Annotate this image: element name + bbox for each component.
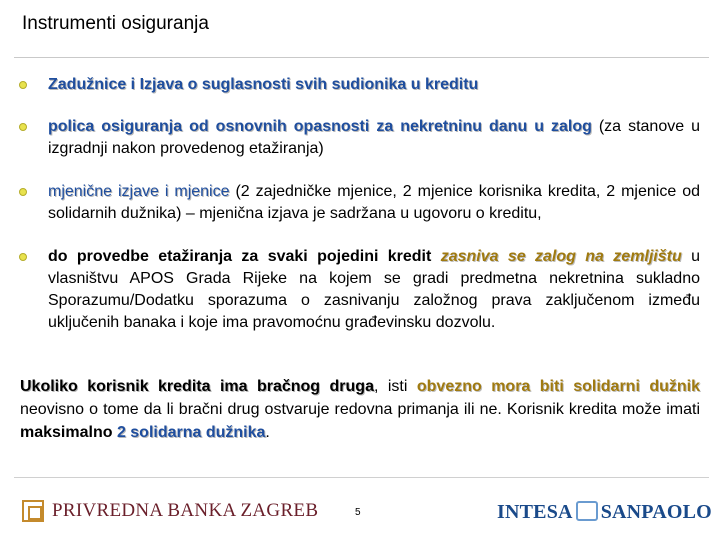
intesa-sanpaolo-logo	[497, 501, 712, 524]
bullet-item-1	[48, 74, 700, 96]
bullet-icon	[19, 253, 27, 261]
bullet-icon	[19, 123, 27, 131]
intesa-logo-text: INTESA	[497, 501, 573, 523]
intesa-logo-icon	[576, 501, 598, 521]
bullet-item-3	[48, 181, 700, 225]
para-part-1: Ukoliko korisnik kredita ima bračnog druga	[20, 378, 374, 395]
bullet-icon	[19, 81, 27, 89]
title-divider	[14, 57, 709, 58]
pbz-logo-icon	[22, 500, 44, 522]
bullet-highlight: zasniva se zalog na zemljištu	[440, 248, 682, 265]
bullet-text: (2 zajedničke mjenice, 2 mjenice korisnika kredita, 2 mjenice od solidarnih dužnika) – mjenična izjava je sadržana u ugovoru o kreditu,	[48, 183, 700, 222]
slide-title: Instrumenti osiguranja	[22, 13, 209, 34]
page-number: 5	[355, 507, 361, 518]
bullet-item-2	[48, 116, 700, 160]
bullet-lead: do provedbe etažiranja za svaki pojedini kredit	[48, 248, 441, 265]
bullet-item-4	[48, 246, 700, 334]
para-part-7: .	[265, 424, 270, 441]
bullet-text: (za stanove u izgradnji nakon provedenog etažiranja)	[48, 118, 700, 157]
bullet-text: u vlasništvu APOS Grada Rijeke na kojem se gradi predmetna nekretnina sukladno Sporazumu/Dodatku sporazuma o zasnivanju založnog prava zaključenom između uključenih banaka i koje ima pravomoćnu građevinsku dozvolu.	[48, 248, 701, 331]
bullet-icon	[19, 188, 27, 196]
bullet-lead: Zadužnice i Izjava o suglasnosti svih sudionika u kreditu	[48, 76, 479, 93]
para-part-2: , isti	[373, 378, 417, 395]
para-part-5: maksimalno	[20, 424, 117, 441]
footer-divider	[14, 477, 709, 478]
pbz-logo-text: PRIVREDNA BANKA ZAGREB	[52, 500, 319, 521]
bullet-lead: mjenične izjave i mjenice	[48, 183, 230, 200]
para-part-3: obvezno mora biti solidarni dužnik	[416, 378, 701, 395]
para-part-6: 2 solidarna dužnika	[116, 424, 266, 441]
sanpaolo-logo-text: SANPAOLO	[600, 501, 712, 523]
bullet-lead: polica osiguranja od osnovnih opasnosti za nekretninu danu u zalog	[48, 118, 592, 135]
para-part-4: neovisno o tome da li bračni drug ostvaruje redovna primanja ili ne. Korisnik kredita može imati	[20, 401, 700, 418]
pbz-logo	[22, 500, 318, 522]
spouse-note-paragraph	[20, 375, 700, 444]
